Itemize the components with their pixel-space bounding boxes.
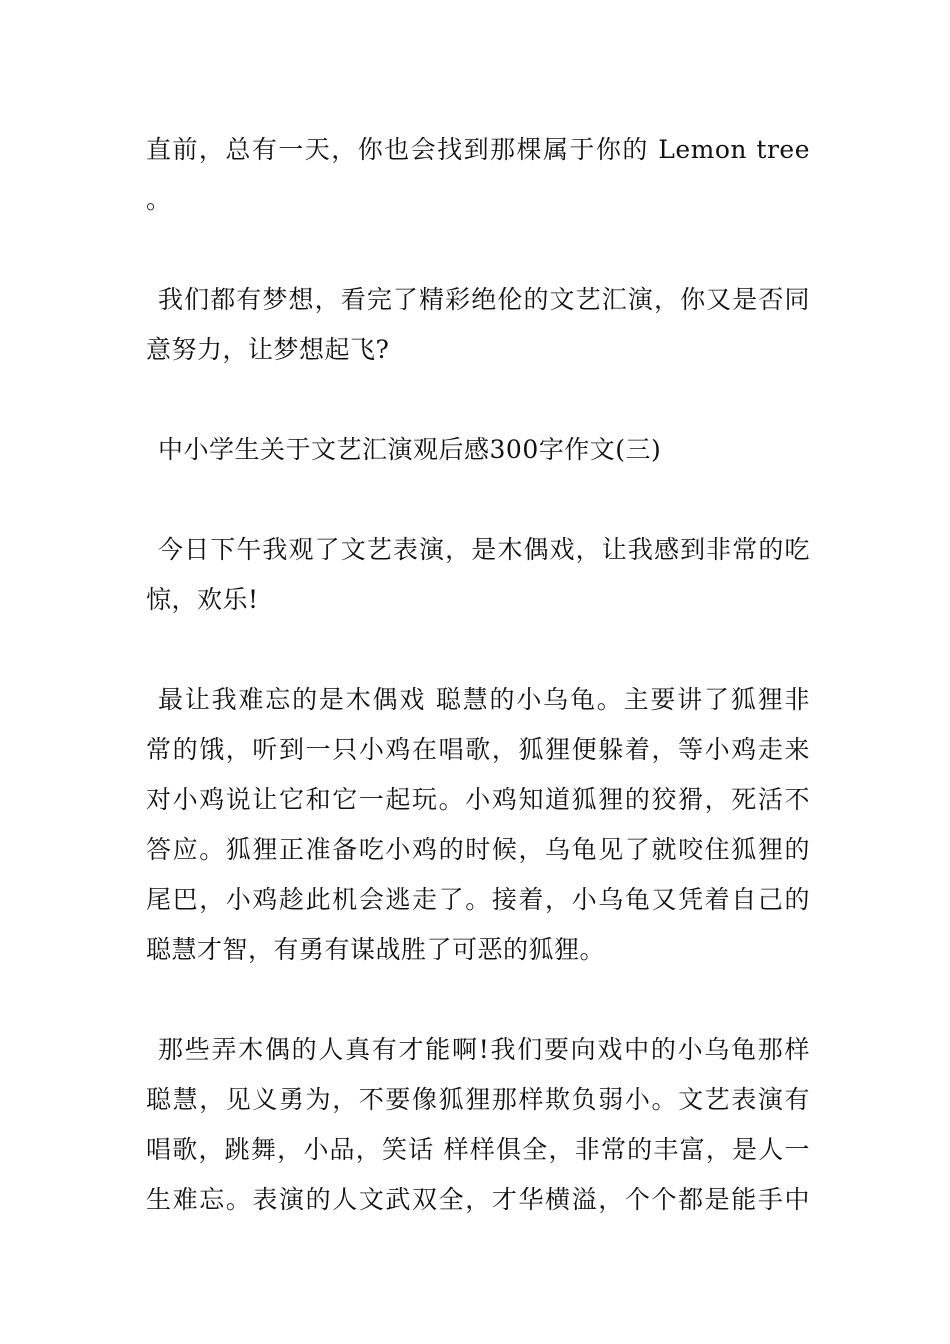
paragraph-line: 常的饿，听到一只小鸡在唱歌，狐狸便躲着，等小鸡走来 xyxy=(146,735,810,764)
paragraph-line: 唱歌，跳舞，小品，笑话 样样俱全，非常的丰富，是人一 xyxy=(146,1135,810,1164)
paragraph-line: 那些弄木偶的人真有才能啊!我们要向戏中的小乌龟那样 xyxy=(158,1035,810,1064)
paragraph-line: 尾巴，小鸡趁此机会逃走了。接着，小乌龟又凭着自己的 xyxy=(146,885,810,914)
paragraph-line: 生难忘。表演的人文武双全，才华横溢，个个都是能手中 xyxy=(146,1185,810,1214)
paragraph-line: 我们都有梦想，看完了精彩绝伦的文艺汇演，你又是否同 xyxy=(158,285,810,314)
section-heading: 中小学生关于文艺汇演观后感300字作文(三) xyxy=(158,435,662,464)
paragraph-line: 对小鸡说让它和它一起玩。小鸡知道狐狸的狡猾，死活不 xyxy=(146,785,810,814)
paragraph-line: 最让我难忘的是木偶戏 聪慧的小乌龟。主要讲了狐狸非 xyxy=(158,685,810,714)
paragraph-line: 聪慧才智，有勇有谋战胜了可恶的狐狸。 xyxy=(146,935,606,964)
paragraph-line: 答应。狐狸正准备吃小鸡的时候，乌龟见了就咬住狐狸的 xyxy=(146,835,810,864)
paragraph-line: 惊，欢乐! xyxy=(146,585,259,614)
paragraph-line: 今日下午我观了文艺表演，是木偶戏，让我感到非常的吃 xyxy=(158,535,810,564)
paragraph-line: 聪慧，见义勇为，不要像狐狸那样欺负弱小。文艺表演有 xyxy=(146,1085,810,1114)
paragraph-line: 。 xyxy=(146,185,172,214)
paragraph-line: 意努力，让梦想起飞? xyxy=(146,335,390,364)
paragraph-line: 直前，总有一天，你也会找到那棵属于你的 Lemon tree xyxy=(146,135,810,164)
